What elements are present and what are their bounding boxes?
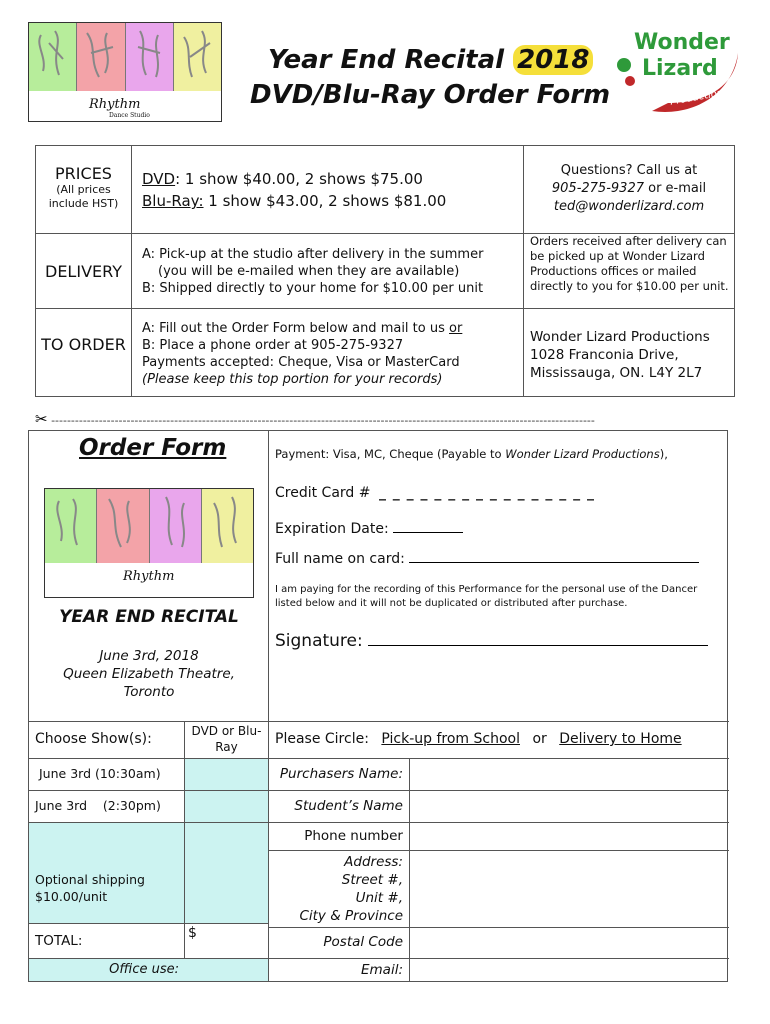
logo-productions: Productions — [669, 86, 730, 108]
signature-blank[interactable] — [368, 645, 708, 646]
recital-venue: Queen Elizabeth Theatre, — [63, 666, 235, 682]
postal-code-label: Postal Code — [323, 934, 403, 950]
email-label: Email: — [360, 962, 403, 978]
show2-row — [29, 791, 184, 822]
logo-panel-3 — [126, 23, 174, 91]
circle-delivery-choice: Please Circle: Pick-up from School or Delivery to Home — [275, 731, 682, 747]
logo-wonder: Wonder — [634, 30, 730, 55]
usage-disclaimer: I am paying for the recording of this Performance for the personal use of the Dancer listed below and it will not be duplicated or distributed after purchase. — [275, 584, 698, 609]
logo-dancer-panels — [29, 23, 221, 91]
phone-number-label: Phone number — [304, 828, 403, 844]
payment-line: Payment: Visa, MC, Cheque (Payable to Wonder Lizard Productions), — [275, 447, 668, 461]
recital-details — [29, 647, 269, 701]
expiration-field[interactable]: Expiration Date: — [275, 521, 463, 537]
dvd-or-bluray-label: DVD or Blu- Ray — [191, 724, 262, 754]
info-table — [35, 145, 735, 397]
studio-logo-signature: Rhythm Dance Studio — [89, 97, 150, 119]
total-dollar-sign: $ — [188, 925, 197, 941]
purchasers-name-input[interactable] — [410, 759, 728, 790]
price-list — [142, 168, 446, 212]
full-name-field[interactable]: Full name on card: — [275, 551, 699, 567]
full-name-blank[interactable] — [409, 562, 699, 563]
logo-panel-4 — [174, 23, 221, 91]
choose-shows-label: Choose Show(s): — [35, 731, 152, 747]
expiration-blank[interactable] — [393, 532, 463, 533]
logo-lizard: Lizard — [642, 56, 718, 81]
prices-label: PRICES — [55, 164, 112, 183]
students-name-input[interactable] — [410, 791, 728, 822]
title-year-highlight: 2018 — [513, 45, 593, 75]
office-use-label: Office use: — [109, 962, 179, 977]
order-form — [28, 430, 728, 982]
email-input[interactable] — [410, 959, 728, 981]
office-use-row — [29, 959, 268, 981]
scissors-icon: ✂ — [35, 410, 48, 428]
order-form-title: Order Form — [79, 435, 227, 461]
wonder-lizard-logo — [612, 25, 740, 117]
students-name-label: Student’s Name — [294, 798, 403, 814]
address-input[interactable] — [410, 851, 728, 927]
page-subtitle: DVD/Blu-Ray Order Form — [250, 80, 611, 110]
phone-number-input[interactable] — [410, 823, 728, 850]
order-form-studio-logo — [44, 488, 254, 598]
prices-label-cell — [36, 164, 131, 211]
prices-note: (All prices include HST) — [48, 183, 119, 210]
order-instructions: A: Fill out the Order Form below and mail to us or B: Place a phone order at 905-275-9327 Payments accepted: Cheque, Visa or MasterCard (Please keep this top portion for your records) — [142, 321, 463, 387]
show1-row — [29, 759, 184, 790]
studio-logo — [28, 22, 222, 122]
show1-label: June 3rd (10:30am) — [39, 766, 161, 781]
questions-contact: Questions? Call us at 905-275-9327 or e-mail ted@wonderlizard.com — [551, 163, 707, 214]
optional-shipping-label: Optional shipping $10.00/unit — [35, 872, 145, 904]
logo-panel-2 — [77, 23, 125, 91]
purchasers-name-label: Purchasers Name: — [279, 766, 403, 782]
logo-panel-1 — [29, 23, 77, 91]
page-title: Year End Recital 2018 — [268, 45, 593, 75]
mailing-address: Wonder Lizard Productions 1028 Franconia Drive, Mississauga, ON. L4Y 2L7 — [530, 329, 710, 381]
address-label: Address: Street #, Unit #, City & Province — [299, 854, 403, 924]
delivery-note: Orders received after delivery can be picked up at Wonder Lizard Productions offices or mailed directly to you for $10.00 per unit. — [530, 234, 729, 293]
credit-card-field[interactable]: Credit Card # _ _ _ _ _ _ _ _ _ _ _ _ _ _ _ _ — [275, 485, 596, 501]
contact-email[interactable]: ted@wonderlizard.com — [553, 199, 705, 214]
signature-field[interactable]: Signature: — [275, 631, 708, 651]
to-order-label: TO ORDER — [41, 335, 126, 354]
recital-city: Toronto — [123, 684, 175, 700]
total-label: TOTAL: — [35, 933, 83, 949]
recital-date: June 3rd, 2018 — [99, 648, 199, 664]
delivery-label: DELIVERY — [45, 262, 122, 281]
postal-code-input[interactable] — [410, 928, 728, 958]
contact-phone: 905-275-9327 — [551, 181, 644, 196]
cut-line: ✂ ----------------------------------------------------------------------------------------------------------------------------------------- — [35, 410, 595, 428]
show2-label: June 3rd (2:30pm) — [35, 798, 161, 813]
delivery-option[interactable]: Delivery to Home — [559, 731, 682, 747]
recital-title: YEAR END RECITAL — [59, 607, 239, 627]
dvd-price-line: DVD: 1 show $40.00, 2 shows $75.00 — [142, 170, 423, 188]
bluray-price-line: Blu-Ray: 1 show $43.00, 2 shows $81.00 — [142, 192, 447, 210]
pickup-option[interactable]: Pick-up from School — [381, 731, 520, 747]
order-logo-signature: Rhythm — [123, 569, 175, 584]
shipping-row — [29, 823, 184, 923]
shipping-qty-input[interactable] — [185, 823, 268, 923]
delivery-options: A: Pick-up at the studio after delivery in the summer (you will be e-mailed when they are available) B: Shipped directly to your home for $10.00 per unit — [142, 247, 484, 296]
show1-qty-input[interactable] — [185, 759, 268, 790]
credit-card-blanks[interactable]: _ _ _ _ _ _ _ _ _ _ _ _ _ _ _ _ — [378, 485, 596, 501]
show2-qty-input[interactable] — [185, 791, 268, 822]
